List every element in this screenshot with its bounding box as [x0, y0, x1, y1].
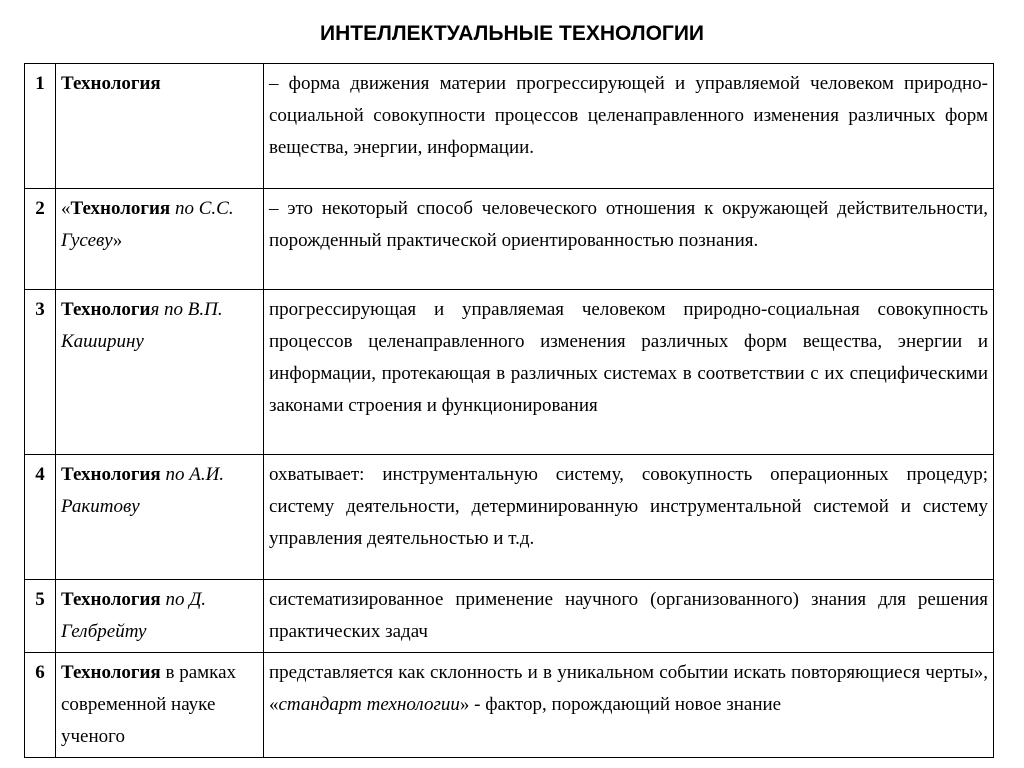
term-cell: [56, 290, 264, 455]
definitions-table: [24, 63, 994, 758]
term-quote-close: »: [112, 230, 123, 251]
term-bold: Технологи: [61, 299, 151, 320]
row-number: 5: [25, 580, 56, 653]
term-author: по Д. Гелбрейту: [61, 589, 207, 642]
table-row: [25, 653, 994, 758]
term-bold: Технология: [61, 662, 161, 683]
definition-cell: [264, 653, 994, 758]
term-bold: Технология: [61, 464, 161, 485]
definition-italic: стандарт технологии: [278, 694, 460, 715]
term-quote-open: «: [61, 198, 71, 219]
table-row: [25, 189, 994, 290]
table-row: [25, 290, 994, 455]
term-rest: в рамках современной науке ученого: [61, 662, 237, 747]
definition-cell: – форма движения материи прогрессирующей и управляемой человеком природно-социальной совокупности процессов целенаправленного изменения различных форм вещества, энергии, информации.: [264, 64, 994, 189]
term-cell: [56, 455, 264, 580]
term-cell: [56, 653, 264, 758]
definition-cell: охватывает: инструментальную систему, совокупность операционных процедур; систему деятельности, детерминированную инструментальной системой и систему управления деятельностью и т.д.: [264, 455, 994, 580]
row-number: 1: [25, 64, 56, 189]
term-bold: Технология: [61, 589, 161, 610]
row-number: 2: [25, 189, 56, 290]
page-title: ИНТЕЛЛЕКТУАЛЬНЫЕ ТЕХНОЛОГИИ: [319, 22, 705, 45]
definition-cell: – это некоторый способ человеческого отношения к окружающей действительности, порожденный практической ориентированностью познания.: [264, 189, 994, 290]
term-bold: Технология: [61, 73, 161, 94]
term-author: по А.И. Ракитову: [61, 464, 225, 517]
row-number: 3: [25, 290, 56, 455]
definition-cell: систематизированное применение научного (организованного) знания для решения практических задач: [264, 580, 994, 653]
definition-cell: прогрессирующая и управляемая человеком природно-социальная совокупность процессов целенаправленного изменения различных форм вещества, энергии и информации, протекающая в различных системах в соответствии с их специфическими законами строения и функционирования: [264, 290, 994, 455]
row-number: 6: [25, 653, 56, 758]
table-row: [25, 455, 994, 580]
term-cell: [56, 189, 264, 290]
definition-text-end: » - фактор, порождающий новое знание: [459, 694, 782, 715]
term-author: по С.С. Гусеву: [61, 198, 234, 251]
definition-text: представляется как склонность и в уникальном событии искать повторяющиеся черты», «: [269, 662, 988, 715]
table-row: [25, 64, 994, 189]
table-row: [25, 580, 994, 653]
term-bold: Технология: [70, 198, 171, 219]
row-number: 4: [25, 455, 56, 580]
term-cell: [56, 64, 264, 189]
term-author: я по В.П. Каширину: [61, 299, 223, 352]
term-cell: [56, 580, 264, 653]
